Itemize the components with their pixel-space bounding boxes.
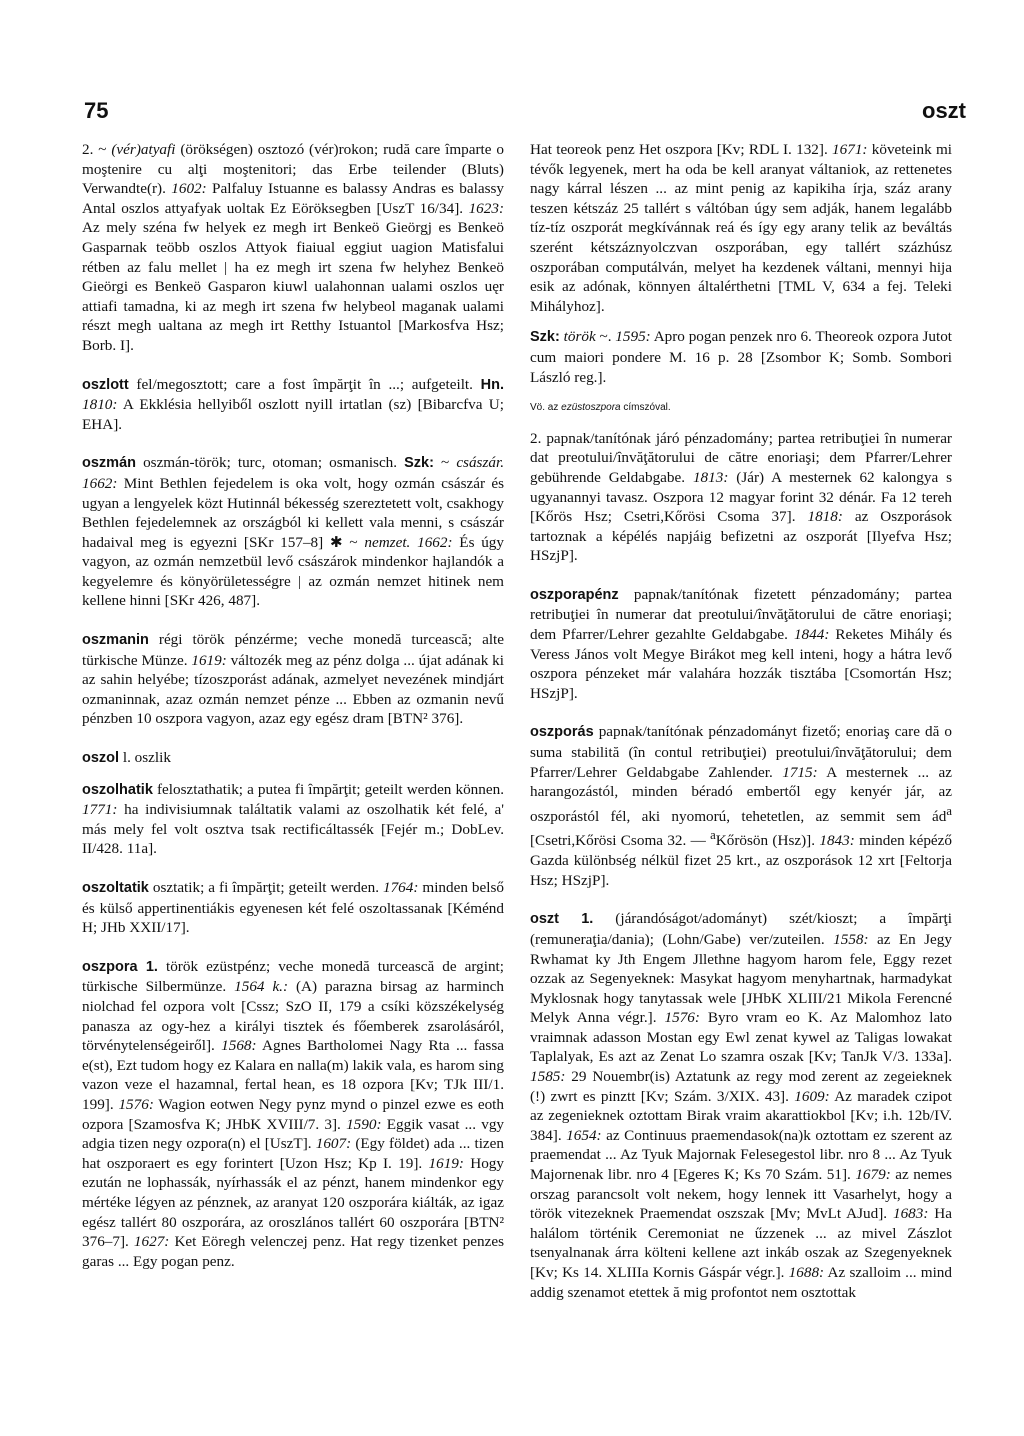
entry-oszpora-continued: [530, 140, 952, 316]
text: Kőrösön (Hsz)].: [715, 832, 820, 850]
date: 1764:: [382, 879, 419, 896]
text: 2. papnak/tanítónak járó pénzadomány; partea retribuţiei în numerar dat preotului/învăţătorului de către enoriaşi; dem Pfarrer/Lehrer gebührende Geldabgabe.: [530, 429, 952, 486]
italic-term: ezüstoszpora: [561, 402, 621, 414]
headword: oszt 1.: [530, 911, 594, 928]
date: 1619:: [191, 651, 227, 669]
date: 1585:: [530, 1068, 566, 1086]
text: Mint Bethlen fejedelem is oka volt, hogy ozmán császár és ugyan a lengyelek közt Hutinnál békesség szereztetett volt, csakhogy Bethlen fejedelemnek az országból ki kellett vala menni, s császár hadaival meg is egyezni [SKr 157–8] ✱ ~: [82, 474, 504, 551]
text: A mesternek ... az harangozástól, minden béradó embertől egy kenyér jár, az oszporástól fél, aki nyomorú, tehetetlen, az semmit sem ád: [530, 763, 952, 825]
text: az En Jegy Rwhamat ky Jth Engem Jllethne hagyom harom fele, Eggy rezet ozzak az Segenyeknek: Masykat hagyom menyhartnak, harmadykat Myklosnak hogy tanytassak wele [JHbK XLIII/21 Mikola Ferencné Melyk Anna végr.].: [530, 930, 952, 1027]
label: Szk:: [404, 455, 434, 472]
text: Wagion eotwen Negy pynz mynd o pinzel ezwe es eoth ozpora [Szamosfva K; JHbK XVIII/7. 3].: [82, 1095, 504, 1133]
running-head: oszt: [922, 98, 966, 123]
date: 1609:: [794, 1087, 830, 1105]
headword: oszoltatik: [82, 880, 149, 896]
text: Byro vram eo K. Az Malomhoz lato vraimnak adasson Mostan egy Ewl zenat kywel az Taligas lowakat Taplalyak, Es azt az Zenat Lo szamra oszak [Kv; TanJk V/3. 133a].: [530, 1009, 953, 1066]
text: (örökségen) osztozó (vér)rokon; rudă care împarte o moştenire cu alţi moştenitori; das Erbe teilender (Bluts) Verwandte(r).: [82, 141, 504, 198]
date: 1844:: [793, 626, 830, 644]
cross-reference: [530, 398, 952, 418]
headword: oszmán: [82, 455, 136, 472]
italic-term: (vér)atyafi: [111, 141, 176, 158]
date: 1619:: [428, 1154, 464, 1172]
text: követeink mi tévők legyenek, mert ha oda be kell aranyat váltaniok, az rettenetes nagy kárral lészen ... az mint penig az kapikiha írja, száz arany teszen kétszáz 25 tallért s váltóban úgy sem adják, hanem legalább tíz-tíz oszporát megkívánnak reá és így egy arany telik az beváltás szerént kétszáznyolczvan oszporában, egy tallért százhúsz oszporában computálván, melyet ha kezdenek váltani, mennyi hija esik az adónak, könnyen általérthetni [TML V, 634 a fej. Teleki Mihályhoz].: [530, 141, 952, 315]
date: 1813:: [692, 468, 729, 486]
date: 1590:: [346, 1115, 382, 1133]
text: osztatik; a fi împărţit; geteilt werden.: [148, 879, 383, 896]
entry-oszol: [82, 748, 504, 769]
date: 1662:: [82, 474, 118, 492]
text: Eggik vasat ... vgy adgia tizen negy ozpora(n) el [UszT].: [82, 1115, 505, 1153]
label: Szk:: [530, 329, 560, 346]
entry-oszolhatik: [82, 780, 504, 859]
text: Az maradek czipot az zegenieknek oztottam Birak vraim akarattiokbol [Kv; i.h. 12b/IV. 384].: [530, 1087, 953, 1144]
entry-oszporás: [530, 722, 952, 890]
text: Agnes Bartholomei Nagy Rta ... fassa e(st), Ezt tudom hogy ez Kalara en nalla(m) lakik vala, es harom sing vazon veze el hazamnal, fertal hean, es 18 ozpora [Kv; TJk III/1. 199].: [82, 1037, 504, 1113]
date: 1607:: [315, 1135, 352, 1153]
date: 1843:: [819, 832, 855, 850]
superscript: a: [710, 828, 716, 843]
entry-oszmán: [82, 453, 504, 611]
text: címszóval.: [620, 402, 671, 414]
entry-oszpora-szk: [530, 327, 952, 387]
text: (Egy földet) ada ... tizen hat oszporaert es egy forintert [Uzon Hsz; Kp I. 19].: [82, 1135, 504, 1172]
text: régi török pénzérme; veche monedă turcească; alte türkische Münze.: [82, 631, 504, 669]
text: (A) parazna birsag az harminch niolchad fel ozpora volt [Cssz; SzO II, 179 a csíki közszékelység panasza az ogy-hez a királyi tisztek és főemberek zsarolásáról, törvénytelenségeiről].: [82, 978, 504, 1055]
date: 1688:: [788, 1264, 825, 1281]
text: Reketes Mihály és Veress János volt Megye Birákot meg kell inteni, hogy a hátra levő oszpora pénzeket már valahára hozzák tisztába [Csomortán Hsz; HSzjP].: [530, 626, 952, 702]
text: l. oszlik: [119, 749, 171, 767]
text: Palfaluy Istuanne es balassy Andras es balassy Antal oszlos attyafyak uoltak Ez Eöröksegben [UszT 16/34].: [82, 180, 504, 217]
date: 1558:: [833, 930, 869, 948]
text: fel/megosztott; care a fost împărţit în ...; aufgeteilt.: [128, 375, 481, 393]
text: török ezüstpénz; veche monedă turcească de argint; türkische Silbermünze.: [82, 957, 504, 996]
text: papnak/tanítónak pénzadományt fizető; enoriaş care dă o suma stabilită (în contul retribuţiei) preotului/învăţătorului; dem Pfarrer/Lehrer Geldabgabe Zahlender.: [530, 723, 952, 781]
text: Ket Eöregh velenczej penz. Hat regy tizenket penzes garas ... Egy pogan penz.: [82, 1233, 504, 1270]
date: 1771:: [82, 801, 118, 819]
italic-term: császár.: [456, 454, 504, 472]
date: 1654:: [566, 1126, 602, 1144]
headword: oszpora 1.: [82, 958, 158, 975]
italic-term: nemzet.: [364, 533, 411, 551]
date: 1595:: [615, 328, 651, 346]
text: változék meg az pénz dolga ... újat adának ki az sahin helyébe; tízoszporást adának, azmelyet nevezének mindjárt ozmaninnak, azaz ozmán nemzet pénze ... Ebben az ozmanin nevű pénzben 10 oszpora vagyon, azaz egy egész dram [BTN² 376].: [82, 651, 504, 728]
text: Hogy ezután ne lophassák, nyírhassák el az pénzt, hanem mindenkor egy mértéke légyen az pénznek, az aranyat 120 oszporára kiálták, az igaz egész tallért 80 oszporára, az oroszlános tallért 60 oszporára [BTN² 376–7].: [82, 1154, 504, 1251]
date: 1679:: [855, 1166, 891, 1184]
text: ~: [433, 454, 457, 472]
entry-oszporapénz: [530, 585, 952, 704]
date: 1564 k.:: [234, 978, 289, 996]
page-number: 75: [84, 98, 109, 123]
superscript: a: [946, 803, 952, 818]
headword: oszporapénz: [530, 586, 619, 603]
headword: oszol: [82, 750, 120, 767]
headword: oszporás: [530, 724, 594, 741]
entry-oszt: [530, 909, 952, 1302]
entry-oszlott: [82, 375, 504, 435]
text: papnak/tanítónak fizetett pénzadomány; partea retribuţiei în numerar dat preotului/învăţătorului de către enoriaşi; dem Pfarrer/Lehrer gezahlte Geldabgabe.: [530, 585, 952, 644]
text: az Oszporások tartoznak a képélés napjáig befizetni az oszporát [Ilyefva Hsz; HSzjP].: [530, 508, 953, 565]
date: 1715:: [782, 763, 818, 781]
text: az nemes orszag parancsolt volt nekem, hogy lennek itt Vasarhelyt, hogy a török vitezeknek Praemendat oszszak [Mv; MvLt AJud].: [530, 1166, 952, 1223]
date: 1810:: [82, 396, 118, 414]
left-column: [82, 140, 504, 1290]
text: minden képéző Gazda különbség nélkül fizet 25 krt., az oszporások 12 xrt [Feltorja Hsz; HSzjP].: [530, 832, 952, 889]
text: A Ekklésia hellyiből oszlott nyill irtatlan (sz) [Bibarcfva U; EHA].: [82, 396, 504, 433]
entry-oszmanin: [82, 630, 504, 729]
text: És úgy vagyon, az ozmán nemzetbül levő császárok mindenkor hajlandók a kegyelemre és könyörületességre | az ozmán nemzet hitinek nem kellene hinni [SKr 426, 487].: [82, 533, 504, 610]
date: 1576:: [118, 1095, 154, 1113]
headword: oszolhatik: [82, 781, 153, 798]
text: (Jár) A mesternek 62 kalongya s ugyanannyi tavasz. Oszpora 12 magyar forint 32 dénár. Fa 12 tereh [Kőrös Hsz; Csetri,Kőrösi Csoma 37].: [530, 468, 953, 526]
text: ~.: [595, 328, 616, 346]
text: (járandóságot/adományt) szét/kioszt; a împărţi (remuneraţia/dania); (Lohn/Gabe) ver/zuteilen.: [530, 910, 952, 948]
text: az Continuus praemendasok(na)k oztottam ez szerent az praemendat ... Az Tyuk Majornak Felesegestol libr. nro 8 ... Az Tyuk Majornenak libr. nro 4 [Egeres K; Ks 70 Szám. 51].: [530, 1126, 952, 1184]
right-column: [530, 140, 952, 1321]
entry-oszoltatik: [82, 878, 504, 938]
date: 1623:: [468, 199, 504, 217]
date: 1671:: [832, 141, 868, 158]
date: 1602:: [171, 180, 207, 198]
date: 1568:: [221, 1037, 257, 1055]
entry-oszpora-2: [530, 429, 952, 566]
text: ha indivisiumnak találtatik valami az oszolhatik két felé, a' más mely fel volt osztva tsak rectificáltassék [Fejér m.; DobLev. II/428. 11a].: [82, 801, 504, 858]
entry-vératyafi: [82, 140, 504, 356]
entry-oszpora: [82, 957, 504, 1272]
text: Apro pogan penzek nro 6. Theoreok ozpora Jutot cum maiori pondere M. 16 p. 28 [Zsombor K; Somb. Sombori László reg.].: [530, 328, 953, 386]
text: Az mely széna fw helyek ez megh irt Benkeö Gieörgj es Benkeö Gasparnak teöbb oszlos Attyok fiaiual eggiut uagion Matisfalui rétben az falu mellet | ha ez megh irt szena fw helyhez Benkeö Gieörgi es Benkeö Gasparon kiuwl ualahonnan ualami oszlos uęr attiafi tamadna, ki az megh irt szena fw helybeol maganak ualami részt megh ualtana az megh irt Retthy Istuantol [Markosfva Hsz; Borb. I].: [82, 219, 504, 354]
date: 1818:: [807, 508, 843, 526]
text: 29 Nouembr(is) Aztatunk az regy mod zerent az zegeieknek (!) zwrt es pinztt [Kv; Szám. 3/XIX. 43].: [530, 1068, 952, 1105]
text: felosztathatik; a putea fi împărţit; geteilt werden können.: [152, 780, 504, 798]
italic-term: török: [563, 328, 596, 346]
text: Vö. az: [530, 402, 562, 414]
text: oszmán-török; turc, otoman; osmanisch.: [136, 454, 405, 472]
date: 1662:: [410, 533, 453, 551]
text: Hat teoreok penz Het oszpora [Kv; RDL I. 132].: [530, 141, 833, 158]
date: 1627:: [133, 1233, 170, 1251]
date: 1576:: [664, 1009, 700, 1027]
label: Hn.: [480, 376, 504, 393]
text: minden belső és külső appertinentiákis egyenesen két felé oszoltassanak [Kéménd H; JHb XXII/17].: [82, 879, 504, 937]
text: Az szalloim ... mind addig szenamot etettek ă mig profontot nem osztottak: [530, 1264, 952, 1301]
date: 1683:: [892, 1205, 929, 1223]
text: Ha halálom történik Ceremoniat ne űzzenek ... az mivel Zászlot tsenyalnanak árra költeni kellene azt inkáb oszak az Szegenyeknek [Kv; Ks 14. XLIIIa Kornis Gáspár végr.].: [530, 1205, 952, 1281]
headword: oszmanin: [82, 632, 149, 649]
text: [Csetri,Kőrösi Csoma 32. —: [530, 832, 711, 850]
text: 2. ~: [82, 141, 112, 158]
headword: oszlott: [82, 376, 129, 393]
